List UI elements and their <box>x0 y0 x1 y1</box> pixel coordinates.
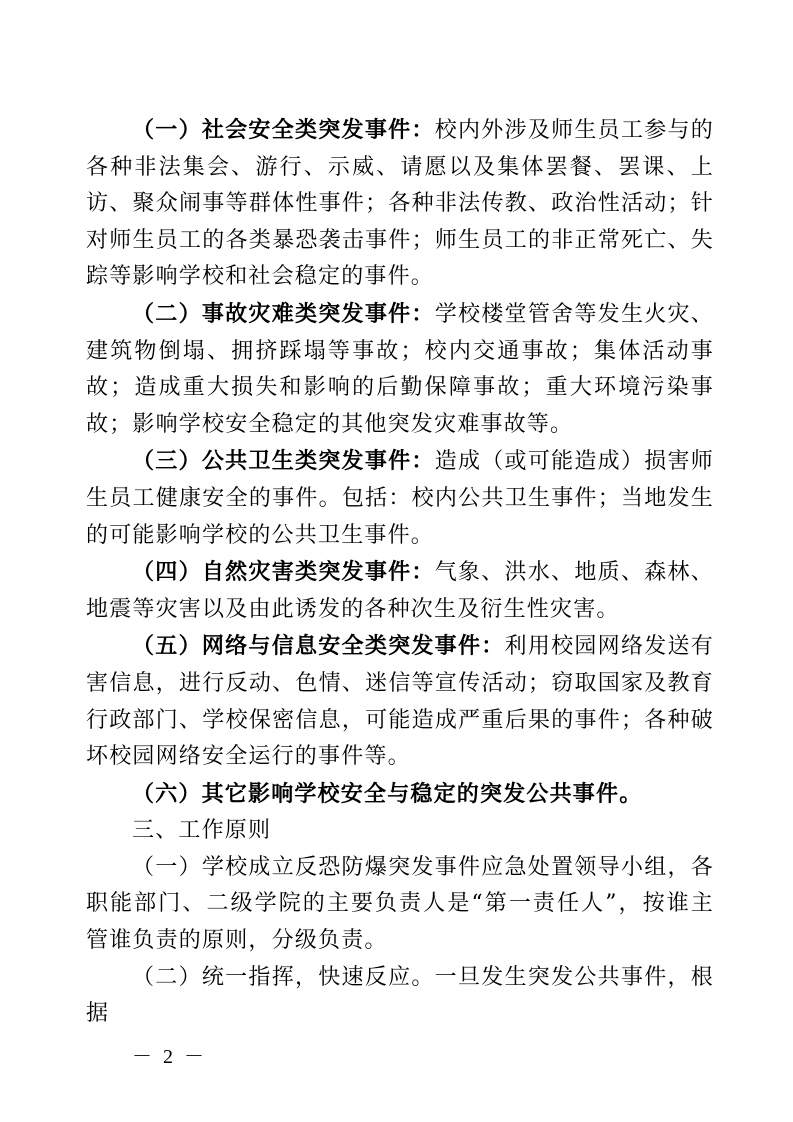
paragraph-social-security <box>86 112 714 296</box>
paragraph-text: 造成（或可能造成）损害师生员工健康安全的事件。包括：校内公共卫生事件；当地发生的可能影响学校的公共卫生事件。 <box>86 449 714 548</box>
paragraph-heading: （三）公共卫生类突发事件： <box>132 448 435 475</box>
page-number: － 2 － <box>132 1046 207 1068</box>
document-body <box>86 112 714 1033</box>
section-title-work-principles: 三、工作原则 <box>132 818 272 844</box>
paragraph-public-health <box>86 443 714 554</box>
paragraph-heading: （四）自然灾害类突发事件： <box>132 559 435 586</box>
paragraph-other-events <box>86 776 714 814</box>
principle-2: （二）统一指挥，快速反应。一旦发生突发公共事件，根据 <box>86 964 714 1027</box>
paragraph-text: 校内外涉及师生员工参与的各种非法集会、游行、示威、请愿以及集体罢餐、罢课、上访、聚众闹事等群体性事件；各种非法传教、政治性活动；针对师生员工的各类暴恐袭击事件；师生员工的非正常死亡、失踪等影响学校和社会稳定的事件。 <box>86 118 714 290</box>
paragraph-natural-disaster <box>86 554 714 628</box>
paragraph-text: 气象、洪水、地质、森林、地震等灾害以及由此诱发的各种次生及衍生性灾害。 <box>86 560 714 622</box>
principle-1: （一）学校成立反恐防爆突发事件应急处置领导小组，各职能部门、二级学院的主要负责人是“第一责任人”，按谁主管谁负责的原则，分级负责。 <box>86 854 714 954</box>
paragraph-text: 学校楼堂管舍等发生火灾、建筑物倒塌、拥挤踩塌等事故；校内交通事故；集体活动事故；造成重大损失和影响的后勤保障事故；重大环境污染事故；影响学校安全稳定的其他突发灾难事故等。 <box>86 301 714 437</box>
paragraph-text: 利用校园网络发送有害信息，进行反动、色情、迷信等宣传活动；窃取国家及教育行政部门、学校保密信息，可能造成严重后果的事件；各种破坏校园网络安全运行的事件等。 <box>86 634 714 770</box>
paragraph-heading: （六）其它影响学校安全与稳定的突发公共事件。 <box>132 780 643 807</box>
paragraph-accident-disaster <box>86 296 714 443</box>
paragraph-heading: （一）社会安全类突发事件： <box>132 117 435 143</box>
paragraph-heading: （五）网络与信息安全类突发事件： <box>132 633 505 660</box>
paragraph-heading: （二）事故灾难类突发事件： <box>132 300 435 327</box>
paragraph-network-security <box>86 628 714 775</box>
